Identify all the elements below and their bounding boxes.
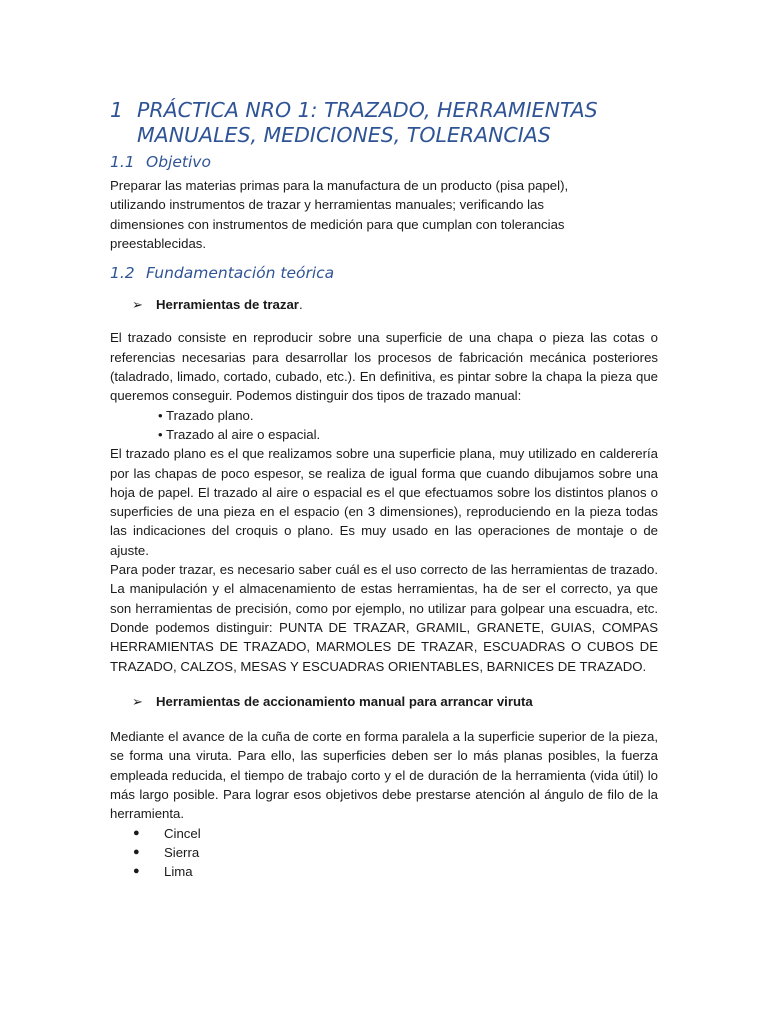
heading-objetivo <box>110 152 658 172</box>
heading-1 <box>110 98 658 148</box>
list-item <box>110 824 658 843</box>
objetivo-line: preestablecidas. <box>110 235 207 251</box>
list-item: • Trazado plano. <box>158 407 254 423</box>
heading-fundamentacion-title: Fundamentación teórica <box>146 264 335 283</box>
bullet-icon: ● <box>133 845 140 858</box>
heading-fundamentacion-number: 1.2 <box>110 264 135 283</box>
objetivo-line: dimensiones con instrumentos de medición para que cumplan con tolerancias <box>110 216 565 232</box>
list-item-label: Sierra <box>164 844 200 860</box>
list-item: • Trazado al aire o espacial. <box>158 426 321 442</box>
trazar-heading-period: . <box>298 297 303 313</box>
list-item-label: Lima <box>164 864 193 880</box>
heading-1-number: 1 <box>110 98 124 122</box>
trazar-heading-text: Herramientas de trazar <box>156 297 299 313</box>
trazar-paragraph-2: El trazado plano es el que realizamos sobre una superficie plana, muy utilizado en calderería por las chapas de poco espesor, se realiza de igual forma que cuando dibujamos sobre una hoja de papel. El trazado al aire o espacial es el que efectuamos sobre los distintos planos o superficies de una pieza en el espacio (en 3 dimensiones), reproduciendo en la pieza todas las indicaciones del croquis o plano. Es muy usado en las operaciones de montaje o de ajuste. <box>110 446 658 558</box>
bullet-icon: ● <box>133 865 140 878</box>
viruta-paragraph: Mediante el avance de la cuña de corte en forma paralela a la superficie superior de la pieza, se forma una viruta. Para ello, las superficies deben ser lo más planas posibles, la fuerza empleada reducida, el tiempo de trabajo corto y el de duración de la herramienta (vida útil) lo más largo posible. Para lograr esos objetivos debe prestarse atención al ángulo de filo de la herramienta. <box>110 729 658 822</box>
objetivo-line: Preparar las materias primas para la manufactura de un producto (pisa papel), <box>110 178 569 193</box>
heading-objetivo-title: Objetivo <box>146 153 211 171</box>
arrow-bullet-icon: ➢ <box>132 297 143 313</box>
heading-fundamentacion <box>110 263 658 283</box>
viruta-heading <box>110 692 658 711</box>
trazar-heading <box>110 295 658 314</box>
objetivo-line: utilizando instrumentos de trazar y herramientas manuales; verificando las <box>110 197 544 213</box>
list-item-label: Cincel <box>164 825 201 841</box>
trazado-types-list <box>110 406 658 445</box>
heading-objetivo-number: 1.1 <box>110 153 135 171</box>
bullet-icon: ● <box>133 826 140 839</box>
herramientas-list <box>110 824 658 882</box>
arrow-bullet-icon: ➢ <box>132 693 143 709</box>
document-body <box>110 98 658 882</box>
list-item <box>110 843 658 862</box>
trazar-paragraph-1: El trazado consiste en reproducir sobre una superficie de una chapa o pieza las cotas o referencias necesarias para desarrollar los procesos de fabricación mecánica posteriores (taladrado, limado, cortado, cubado, etc.). En definitiva, es pintar sobre la chapa la pieza que queremos conseguir. Podemos distinguir dos tipos de trazado manual: <box>110 330 658 404</box>
trazar-paragraph-3: Para poder trazar, es necesario saber cuál es el uso correcto de las herramientas de trazado. La manipulación y el almacenamiento de estas herramientas, ha de ser el correcto, ya que son herramientas de precisión, como por ejemplo, no utilizar para golpear una escuadra, etc. Donde podemos distinguir: PUNTA DE TRAZAR, GRAMIL, GRANETE, GUIAS, COMPAS HERRAMIENTAS DE TRAZADO, MARMOLES DE TRAZAR, ESCUADRAS O CUBOS DE TRAZADO, CALZOS, MESAS Y ESCUADRAS ORIENTABLES, BARNICES DE TRAZADO. <box>110 562 658 674</box>
objetivo-paragraph <box>110 176 658 253</box>
heading-1-line-2: MANUALES, MEDICIONES, TOLERANCIAS <box>137 123 551 147</box>
viruta-heading-text: Herramientas de accionamiento manual para arrancar viruta <box>156 693 533 709</box>
list-item <box>110 862 658 881</box>
heading-1-line-1: PRÁCTICA NRO 1: TRAZADO, HERRAMIENTAS <box>137 98 598 122</box>
